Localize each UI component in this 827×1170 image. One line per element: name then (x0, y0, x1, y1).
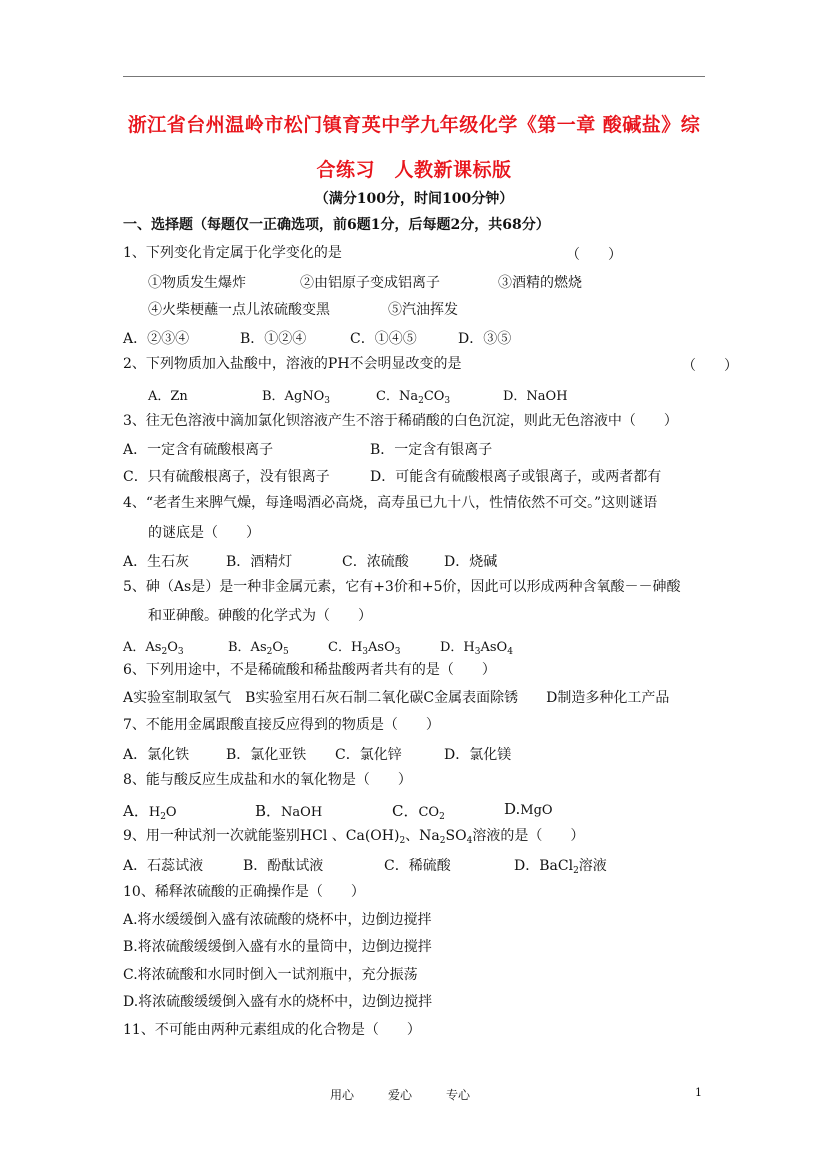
q9-option-d: D．BaCl$_2$溶液 (514, 858, 607, 876)
q10-option-d: D.将浓硫酸缓缓倒入盛有水的烧杯中，边倒边搅拌 (123, 994, 433, 1010)
question-3: 3、往无色溶液中滴加氯化钡溶液产生不溶于稀硝酸的白色沉淀，则此无色溶液中（ ） (123, 413, 678, 429)
q1-item: ⑤汽油挥发 (388, 302, 458, 318)
q6-options: A实验室制取氢气 B实验室用石灰石制二氧化碳C金属表面除锈 D制造多种化工产品 (123, 690, 670, 706)
question-2-paren: （ ） (682, 358, 738, 374)
question-2: 2、下列物质加入盐酸中，溶液的PH不会明显改变的是 (123, 356, 462, 372)
section-heading: 一、选择题（每题仅一正确选项，前6题1分，后每题2分，共68分） (123, 217, 550, 233)
q9-option-c: C．稀硫酸 (384, 858, 451, 874)
question-9: 9、用一种试剂一次就能鉴别HCl 、$Ca(OH)_2$、$Na_2SO_4$溶液的是（ ） (123, 828, 585, 846)
q1-option-d: D．③⑤ (458, 331, 512, 347)
question-7: 7、不能用金属跟酸直接反应得到的物质是（ ） (123, 717, 440, 733)
title-line-2: 合练习 人教新课标版 (316, 159, 512, 181)
q1-item: ④火柴梗蘸一点儿浓硫酸变黑 (148, 302, 330, 318)
q4-option-a: A．生石灰 (123, 554, 190, 570)
header-rule (123, 76, 705, 77)
q4-option-d: D．烧碱 (444, 554, 498, 570)
q5-option-b: B．$As_2O_5$ (228, 640, 289, 657)
q3-option-a: A．一定含有硫酸根离子 (123, 442, 274, 458)
q10-option-a: A.将水缓缓倒入盛有浓硫酸的烧杯中，边倒边搅拌 (123, 912, 432, 928)
q9-option-a: A．石蕊试液 (123, 858, 204, 874)
question-10: 10、稀释浓硫酸的正确操作是（ ） (123, 884, 365, 900)
question-11: 11、不可能由两种元素组成的化合物是（ ） (123, 1022, 421, 1038)
q3-option-c: C．只有硫酸根离子，没有银离子 (123, 469, 330, 485)
q2-option-b: B．AgNO$_3$ (262, 389, 331, 406)
q1-option-a: A．②③④ (123, 331, 190, 347)
question-1: 1、下列变化肯定属于化学变化的是 (123, 245, 342, 261)
q5-option-a: A．$As_2O_3$ (123, 640, 184, 657)
question-4: 4、“老者生来脾气燥，每逢喝酒必高烧，高寿虽已九十八，性情依然不可交。”这则谜语 (123, 495, 658, 511)
question-6: 6、下列用途中，不是稀硫酸和稀盐酸两者共有的是（ ） (123, 662, 496, 678)
q7-option-a: A．氯化铁 (123, 747, 190, 763)
q5-option-d: D．$H_3AsO_4$ (440, 640, 513, 657)
q10-option-b: B.将浓硫酸缓缓倒入盛有水的量筒中，边倒边搅拌 (123, 939, 432, 955)
q7-option-d: D．氯化镁 (444, 747, 512, 763)
q3-option-d: D．可能含有硫酸根离子或银离子，或两者都有 (370, 469, 662, 485)
q3-option-b: B．一定含有银离子 (370, 442, 493, 458)
question-4-cont: 的谜底是（ ） (148, 525, 260, 541)
q4-option-b: B．酒精灯 (226, 554, 293, 570)
q9-option-b: B．酚酞试液 (243, 858, 324, 874)
q2-option-d: D．NaOH (503, 389, 568, 404)
q8-option-a: A．$H_2O$ (123, 802, 177, 822)
q5-option-c: C．$H_3AsO_3$ (328, 640, 401, 657)
footer-item: 专心 (446, 1088, 471, 1102)
q1-item: ③酒精的燃烧 (498, 275, 582, 291)
q1-option-c: C．①④⑤ (350, 331, 417, 347)
footer-item: 用心 (330, 1088, 355, 1102)
subtitle: （满分100分，时间100分钟） (314, 191, 514, 207)
q8-option-b: B．NaOH (255, 802, 323, 820)
q10-option-c: C.将浓硫酸和水同时倒入一试剂瓶中，充分振荡 (123, 967, 418, 983)
q7-option-b: B．氯化亚铁 (226, 747, 307, 763)
q1-item: ①物质发生爆炸 (148, 275, 246, 291)
footer-item: 爱心 (388, 1088, 413, 1102)
question-8: 8、能与酸反应生成盐和水的氧化物是（ ） (123, 772, 412, 788)
q8-option-d: D.MgO (504, 800, 553, 818)
q2-option-a: A．Zn (148, 389, 188, 404)
question-5: 5、砷（As是）是一种非金属元素，它有+3价和+5价，因此可以形成两种含氧酸－－砷酸 (123, 579, 681, 595)
question-1-paren: （ ） (566, 247, 622, 263)
page-number: 1 (695, 1086, 702, 1099)
q4-option-c: C．浓硫酸 (342, 554, 409, 570)
q8-option-c: C．$CO_2$ (392, 802, 445, 822)
question-5-cont: 和亚砷酸。砷酸的化学式为（ ） (148, 608, 372, 624)
title-line-1: 浙江省台州温岭市松门镇育英中学九年级化学《第一章 酸碱盐》综 (127, 114, 701, 136)
q2-option-c: C．$Na_2CO_3$ (376, 389, 451, 406)
q7-option-c: C．氯化锌 (335, 747, 402, 763)
q1-item: ②由铝原子变成铝离子 (300, 275, 440, 291)
q1-option-b: B．①②④ (240, 331, 307, 347)
